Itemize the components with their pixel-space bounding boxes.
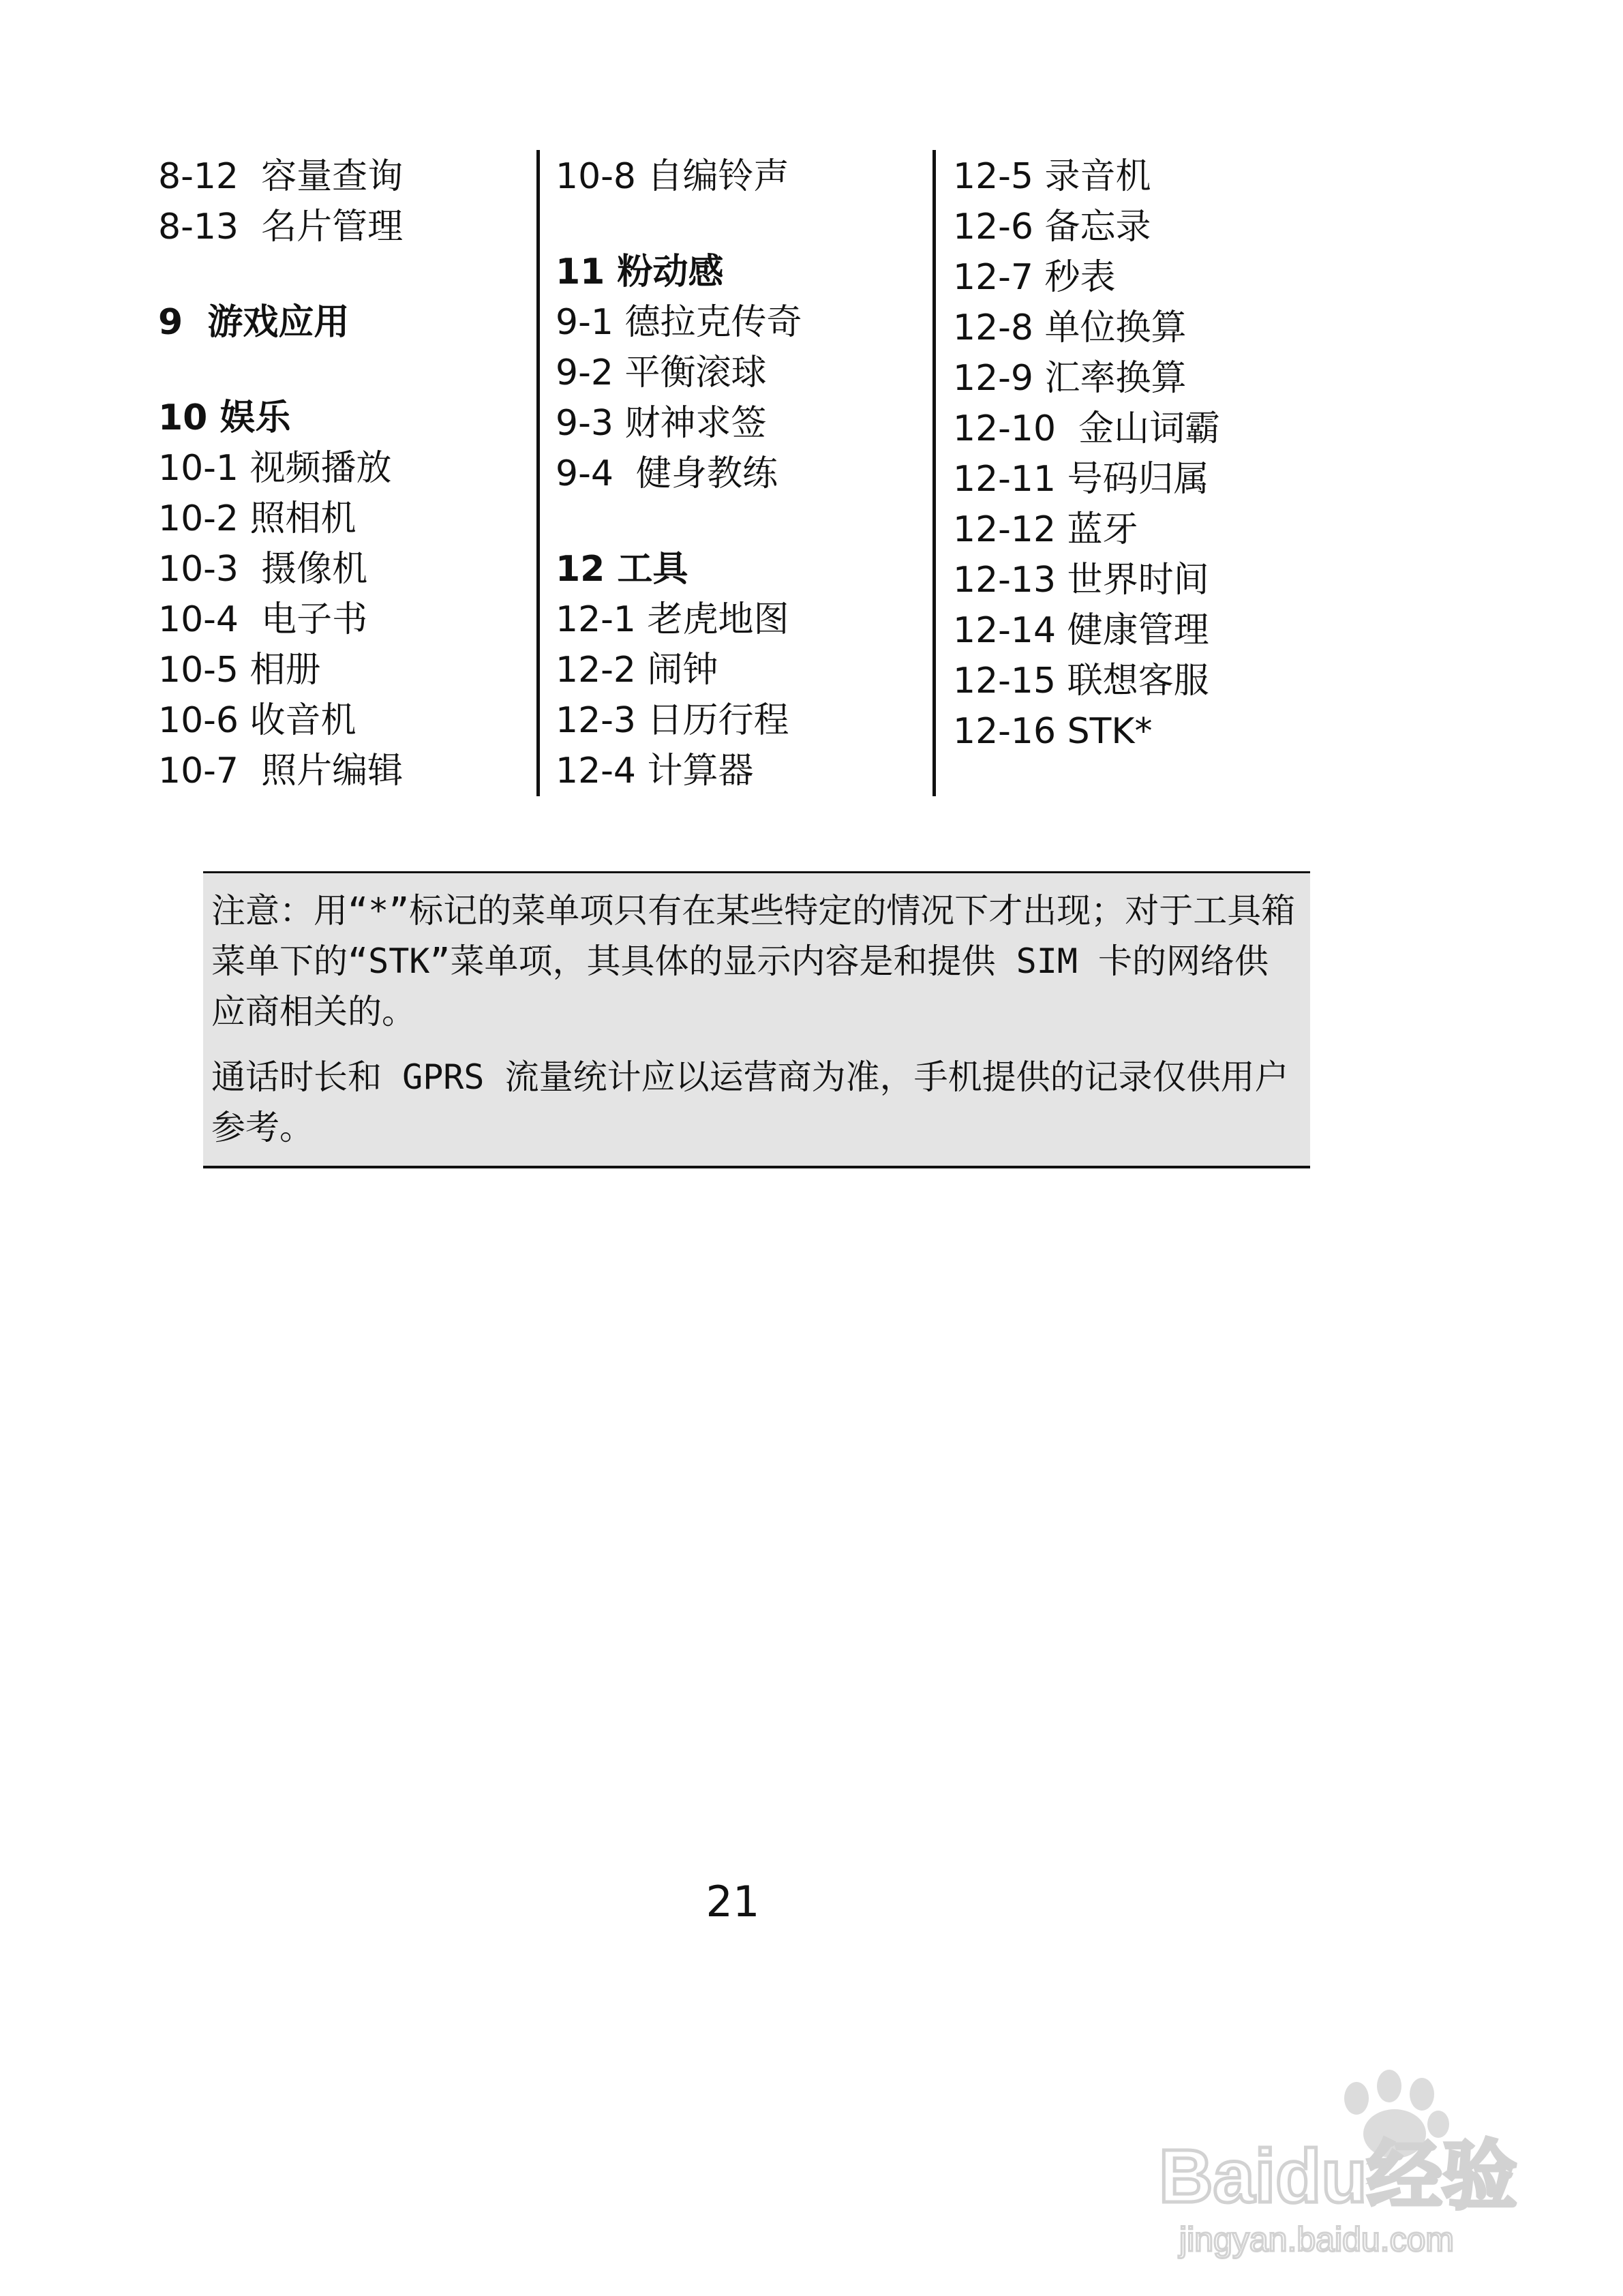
menu-column-1 (158, 151, 403, 796)
section-heading-tools: 12 工具 (556, 549, 688, 590)
menu-item: 9-3 财神求签 (556, 403, 767, 444)
menu-column-2 (556, 151, 802, 796)
menu-item: 12-16 STK* (953, 711, 1153, 752)
menu-item: 12-13 世界时间 (953, 560, 1209, 601)
section-heading-entertainment: 10 娱乐 (158, 397, 291, 438)
menu-item: 12-15 联想客服 (953, 661, 1209, 701)
menu-item: 8-13 名片管理 (158, 207, 404, 247)
menu-item: 10-4 电子书 (158, 599, 368, 640)
watermark-url: jingyan.baidu.com (1179, 2220, 1455, 2259)
note-paragraph-call-duration: 通话时长和 GPRS 流量统计应以运营商为准，手机提供的记录仅供用户参考。 (211, 1057, 1289, 1147)
menu-item: 9-2 平衡滚球 (556, 352, 767, 393)
section-heading-fun: 11 粉动感 (556, 252, 724, 292)
menu-item: 12-12 蓝牙 (953, 509, 1138, 550)
menu-item: 12-2 闹钟 (556, 650, 718, 691)
menu-item: 10-1 视频播放 (158, 448, 392, 489)
menu-item: 10-3 摄像机 (158, 549, 368, 590)
menu-item: 10-7 照片编辑 (158, 751, 404, 791)
menu-item: 12-4 计算器 (556, 751, 754, 791)
menu-column-3 (953, 151, 1220, 757)
menu-item: 12-10 金山词霸 (953, 408, 1221, 449)
menu-item: 10-5 相册 (158, 650, 321, 691)
menu-item: 12-7 秒表 (953, 257, 1116, 298)
menu-item: 10-2 照相机 (158, 498, 357, 539)
menu-item: 12-11 号码归属 (953, 459, 1209, 500)
menu-item: 12-8 单位换算 (953, 307, 1187, 348)
menu-item: 10-6 收音机 (158, 700, 357, 741)
column-divider (536, 150, 540, 796)
menu-item: 12-6 备忘录 (953, 207, 1151, 247)
menu-item: 10-8 自编铃声 (556, 156, 789, 197)
menu-item: 8-12 容量查询 (158, 156, 404, 197)
note-paragraph-star-items: 注意：用“*”标记的菜单项只有在某些特定的情况下才出现；对于工具箱菜单下的“STK”菜单项，其具体的显示内容是和提供 SIM 卡的网络供应商相关的。 (211, 891, 1296, 1031)
menu-item: 9-1 德拉克传奇 (556, 302, 802, 343)
baidu-jingyan-watermark (1152, 2059, 1575, 2263)
menu-item: 9-4 健身教练 (556, 453, 778, 494)
menu-item: 12-14 健康管理 (953, 610, 1209, 651)
menu-item: 12-5 录音机 (953, 156, 1151, 197)
watermark-brand: Baidu经验 (1159, 2134, 1517, 2218)
section-heading-games: 9 游戏应用 (158, 302, 350, 343)
page-number: 21 (706, 1877, 760, 1927)
menu-item: 12-1 老虎地图 (556, 599, 789, 640)
note-box (203, 871, 1310, 1168)
menu-item: 12-3 日历行程 (556, 700, 789, 741)
column-divider (932, 150, 936, 796)
menu-item: 12-9 汇率换算 (953, 358, 1187, 399)
